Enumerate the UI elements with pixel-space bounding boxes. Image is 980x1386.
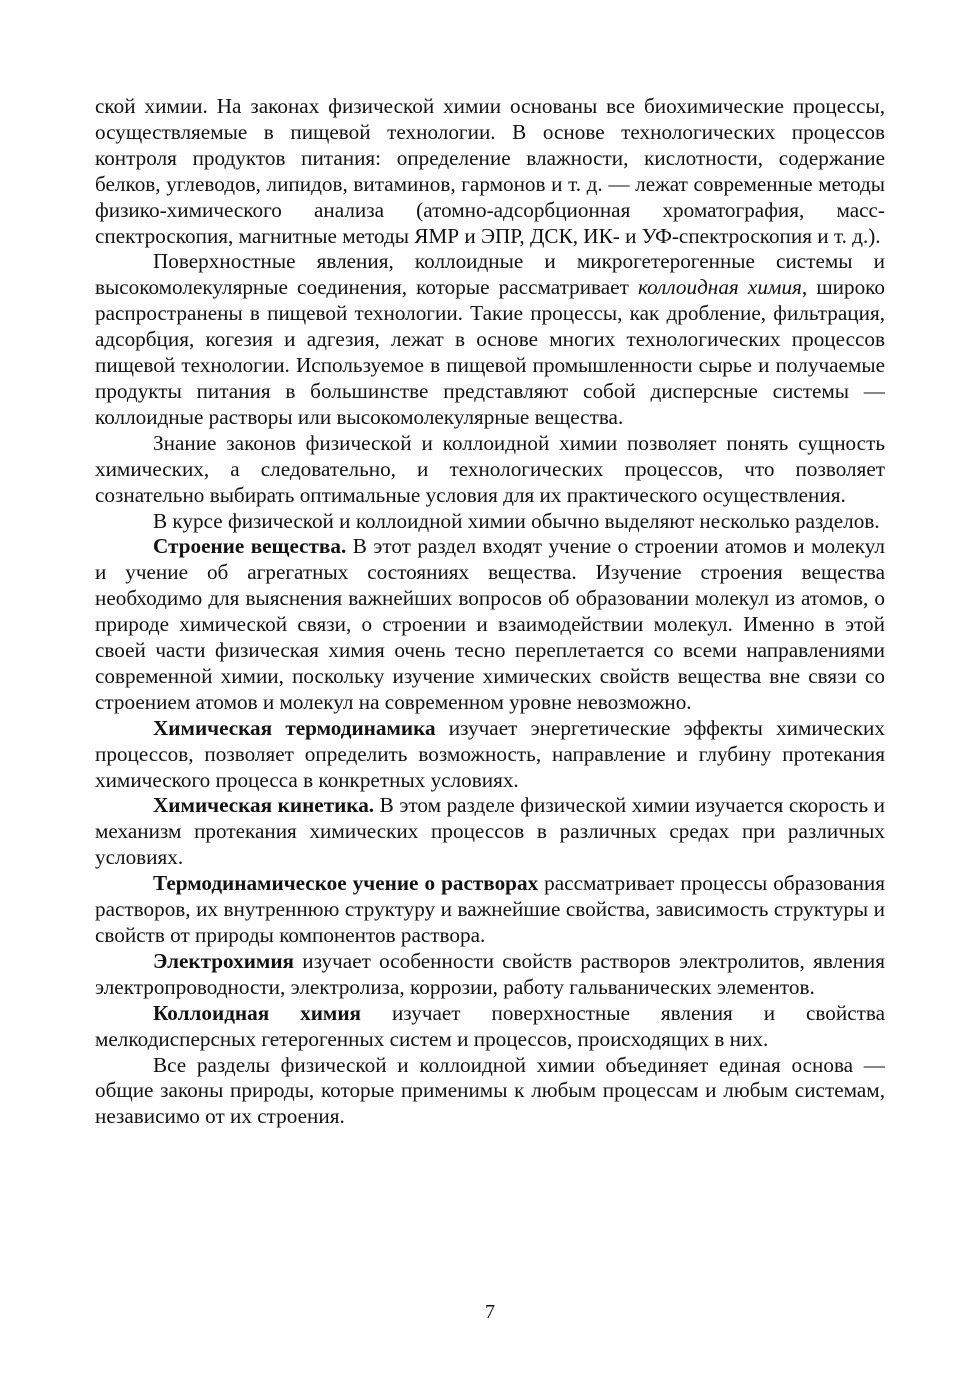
paragraph-colloid-section [95, 1001, 885, 1053]
section-term: Электрохимия [153, 948, 295, 973]
italic-term: коллоидная химия [638, 275, 802, 300]
section-term: Химическая термодинамика [153, 715, 436, 740]
paragraph-intro-continued: ской химии. На законах физической химии основаны все биохимические процессы, осуществляемые в пищевой технологии. В основе технологических процессов контроля продуктов питания: определение влажности, кислотности, содержание белков, углеводов, липидов, витаминов, гармонов и т. д. — лежат современные методы физико-химического анализа (атомно-адсорбционная хроматография, масс-спектроскопия, магнитные методы ЯМР и ЭПР, ДСК, ИК- и УФ-спектроскопия и т. д.). [95, 94, 885, 248]
paragraph-conclusion: Все разделы физической и коллоидной химии объединяет единая основа — общие законы природы, которые применимы к любым процессам и любым системам, независимо от их строения. [95, 1052, 885, 1129]
paragraph-text-after: В этот раздел входят учение о строении атомов и молекул и учение об агрегатных состояниях вещества. Изучение строения вещества необходимо для выяснения важнейших вопросов об образовании молекул из атомов, о природе химической связи, о строении и взаимодействии молекул. Именно в этой своей части физическая химия очень тесно переплетается со всеми направлениями современной химии, поскольку изучение химических свойств вещества вне связи со строением атомов и молекул на современном уровне невозможно. [95, 534, 885, 714]
page-number: 7 [485, 1301, 495, 1323]
paragraph-knowledge: Знание законов физической и коллоидной химии позволяет понять сущность химических, а следовательно, и технологических процессов, что позволяет сознательно выбирать оптимальные условия для их практического осуществления. [95, 430, 885, 507]
paragraph-text-after: изучает энергетические эффекты химических процессов, позволяет определить возможность, направление и глубину протекания химического процесса в конкретных условиях. [95, 715, 885, 792]
document-page [95, 94, 885, 1130]
paragraph-text-before: Поверхностные явления, коллоидные и микрогетерогенные системы и высокомолекулярные соединения, которые рассматривает [95, 249, 885, 300]
section-term: Химическая кинетика. [153, 793, 375, 818]
paragraph-thermodynamics [95, 716, 885, 794]
paragraph-text-after: изучает особенности свойств растворов электролитов, явления электропроводности, электролиза, коррозии, работу гальванических элементов. [95, 948, 885, 999]
paragraph-colloid-chemistry [95, 249, 885, 430]
section-term: Коллоидная химия [153, 1000, 362, 1025]
paragraph-text-after: рассматривает процессы образования растворов, их внутреннюю структуру и важнейшие свойства, зависимость структуры и свойств от природы компонентов раствора. [95, 871, 885, 947]
paragraph-structure-of-matter [95, 534, 885, 715]
paragraph-text-after: , широко распространены в пищевой технологии. Такие процессы, как дробление, фильтрация, адсорбция, когезия и адгезия, лежат в основе многих технологических процессов пищевой технологии. Используемое в пищевой промышленности сырье и получаемые продукты питания в большинстве представляют собой дисперсные системы — коллоидные растворы или высокомолекулярные вещества. [95, 275, 885, 429]
section-term: Термодинамическое учение о растворах [153, 871, 539, 896]
paragraph-sections-intro: В курсе физической и коллоидной химии обычно выделяют несколько разделов. [153, 508, 880, 533]
paragraph-solutions [95, 871, 885, 949]
paragraph-text-after: изучает поверхностные явления и свойства мелкодисперсных гетерогенных систем и процессов, происходящих в них. [95, 1000, 885, 1051]
paragraph-text-after: В этом разделе физической химии изучается скорость и механизм протекания химических процессов в различных средах при различных условиях. [95, 793, 886, 870]
section-term: Строение вещества. [153, 534, 347, 559]
paragraph-electrochemistry [95, 949, 885, 1001]
paragraph-kinetics [95, 793, 885, 871]
